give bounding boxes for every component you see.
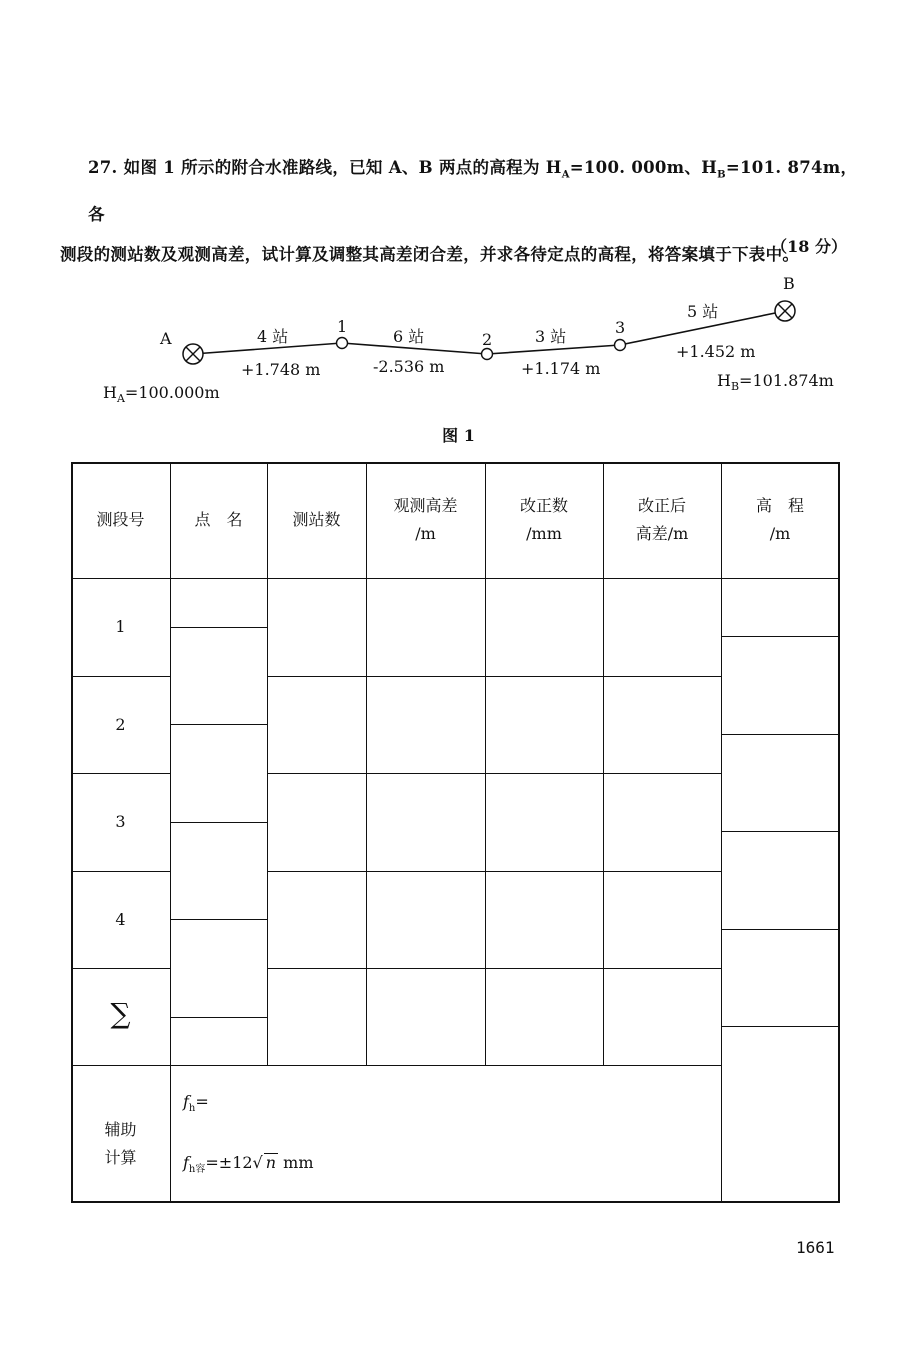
point-3-label: 3 <box>615 318 626 337</box>
point-b-label: B <box>783 274 795 293</box>
point-1-marker <box>337 338 348 349</box>
row-number-2: 2 <box>115 715 126 734</box>
benchmark-a-icon <box>183 344 203 364</box>
segment-4-diff: +1.452 m <box>676 342 756 361</box>
row-number-4: 4 <box>115 910 126 929</box>
point-2-label: 2 <box>482 330 493 349</box>
question-line-2: 测段的测站数及观测高差，试计算及调整其高差闭合差，并求各待定点的高程，将答案填于下表中。 <box>60 245 800 265</box>
page-number: 1661 <box>796 1238 835 1257</box>
score-label: （18 分） <box>771 237 847 256</box>
segment-1-diff: +1.748 m <box>241 360 321 379</box>
row-number-1: 1 <box>115 617 126 636</box>
point-2-marker <box>482 349 493 360</box>
header-segment-no: 测段号 <box>96 510 145 529</box>
aux-calc-label: 辅助 计算 <box>104 1120 137 1167</box>
ha-label: $H_A=100.000m$ <box>103 383 220 405</box>
benchmark-b-icon <box>775 301 795 321</box>
allowable-closure-formula: $f_{h容}=\pm 12√$ n mm <box>183 1153 314 1176</box>
header-stations: 测站数 <box>292 510 341 529</box>
point-1-label: 1 <box>337 317 348 336</box>
header-correction: 改正数 /mm <box>519 496 568 543</box>
segment-2-diff: -2.536 m <box>373 357 445 376</box>
segment-2-stations: 6 站 <box>393 327 425 346</box>
segment-4-stations: 5 站 <box>687 302 719 321</box>
sum-symbol: ∑ <box>110 997 131 1030</box>
point-3-marker <box>615 340 626 351</box>
question-line-1: 27. 如图 1 所示的附合水准路线，已知 A、B 两点的高程为 $H_A=100$. 000m、$H_B=101$. 874m，各 <box>88 158 858 225</box>
segment-1-stations: 4 站 <box>257 327 289 346</box>
figure-caption: 图 1 <box>442 426 475 445</box>
header-elevation: 高 程 /m <box>755 496 804 543</box>
header-observed-diff: 观测高差 /m <box>393 496 458 543</box>
point-a-label: A <box>160 329 172 348</box>
segment-3-diff: +1.174 m <box>521 359 601 378</box>
question-text <box>60 148 860 275</box>
hb-label: $H_B=101.874m$ <box>717 371 834 393</box>
header-point-name: 点 名 <box>194 510 243 529</box>
segment-3-stations: 3 站 <box>535 327 567 346</box>
closure-error-formula: $f_h=$ <box>183 1092 209 1115</box>
row-number-3: 3 <box>115 812 126 831</box>
leveling-route-diagram <box>0 270 917 410</box>
header-corrected-diff: 改正后 高差/m <box>635 496 689 543</box>
